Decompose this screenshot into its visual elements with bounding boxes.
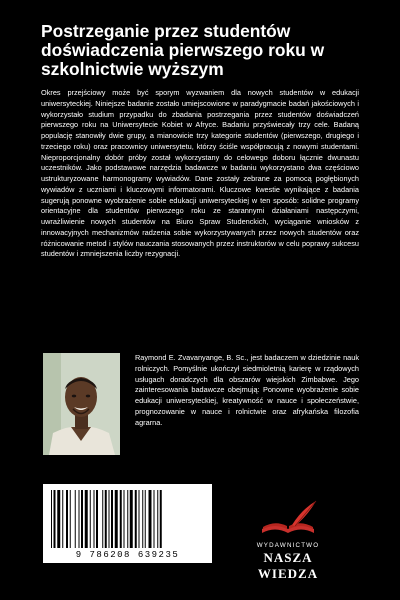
publisher-name: NASZA WIEDZA	[257, 550, 319, 581]
author-portrait-illustration	[43, 353, 120, 455]
book-quill-logo-icon	[232, 495, 344, 541]
publisher-label: WYDAWNICTWO	[256, 542, 320, 549]
author-bio: Raymond E. Zvavanyange, B. Sc., jest badaczem w dziedzinie nauk rolniczych. Pomyślnie ukończył siedmioletnią karierę w rządowych usługach doradczych dla obszarów wiejskich Zimbabwe. Jego zainteresowania badawcze obejmują: Ponowne wyobrażenie sobie edukacji uniwersyteckiej, kreatywność w nauce i społeczeństwie, prognozowanie w nauce i rolnictwie oraz afrykańska filozofia agrarna.	[135, 353, 359, 427]
book-abstract: Okres przejściowy może być sporym wyzwaniem dla nowych studentów w edukacji uniwersyteckiej. Niniejsze badanie zostało umiejscowione w paradygmacie badań jakościowych i wykorzystało studium przypadku do zbadania postrzegania przez studentów doświadczeń pierwszego roku na Uniwersytecie Kobiet w Afryce. Badaniu przyświecały trzy cele. Badaną populację stanowiły dwie grupy, a mianowicie trzy kategorie studentów (pierwszego, drugiego i trzeciego roku) oraz pracownicy uniwersytetu, którzy ściśle współpracują z nowymi studentami. Nieproporcjonalny dobór próby został wykorzystany do celowego doboru łącznie dwunastu uczestników. Jako podstawowe narzędzia badawcze w badaniu wykorzystano dwa częściowo ustrukturyzowane harmonogramy wywiadów. Dane zostały zebrane za pomocą pogłębionych wywiadów z uczniami i kluczowymi informatorami. Kluczowe kwestie wynikające z badania sugerują ponowne wyobrażenie sobie edukacji uniwersyteckiej w ten sposób: solidne programy orientacyjne dla studentów pierwszego roku ze starannymi działaniami następczymi, uwrażliwienie nowych studentów na Biuro Spraw Studenckich, wyciąganie wniosków z innowacyjnych mechanizmów radzenia sobie wykorzystywanych przez nowych studentów oraz różnicowanie metod i stylów nauczania stosowanych przez instruktorów w celu poprawy sukcesu studentów i zmniejszenia liczby rezygnacji.	[41, 88, 359, 259]
isbn-barcode	[43, 484, 212, 563]
publisher-logo	[232, 495, 344, 581]
book-title: Postrzeganie przez studentów doświadczenia pierwszego roku w szkolnictwie wyższym	[41, 21, 325, 79]
isbn-number: 9 786208 639235	[75, 550, 180, 560]
author-photo	[43, 353, 120, 455]
barcode-bars	[43, 484, 212, 550]
